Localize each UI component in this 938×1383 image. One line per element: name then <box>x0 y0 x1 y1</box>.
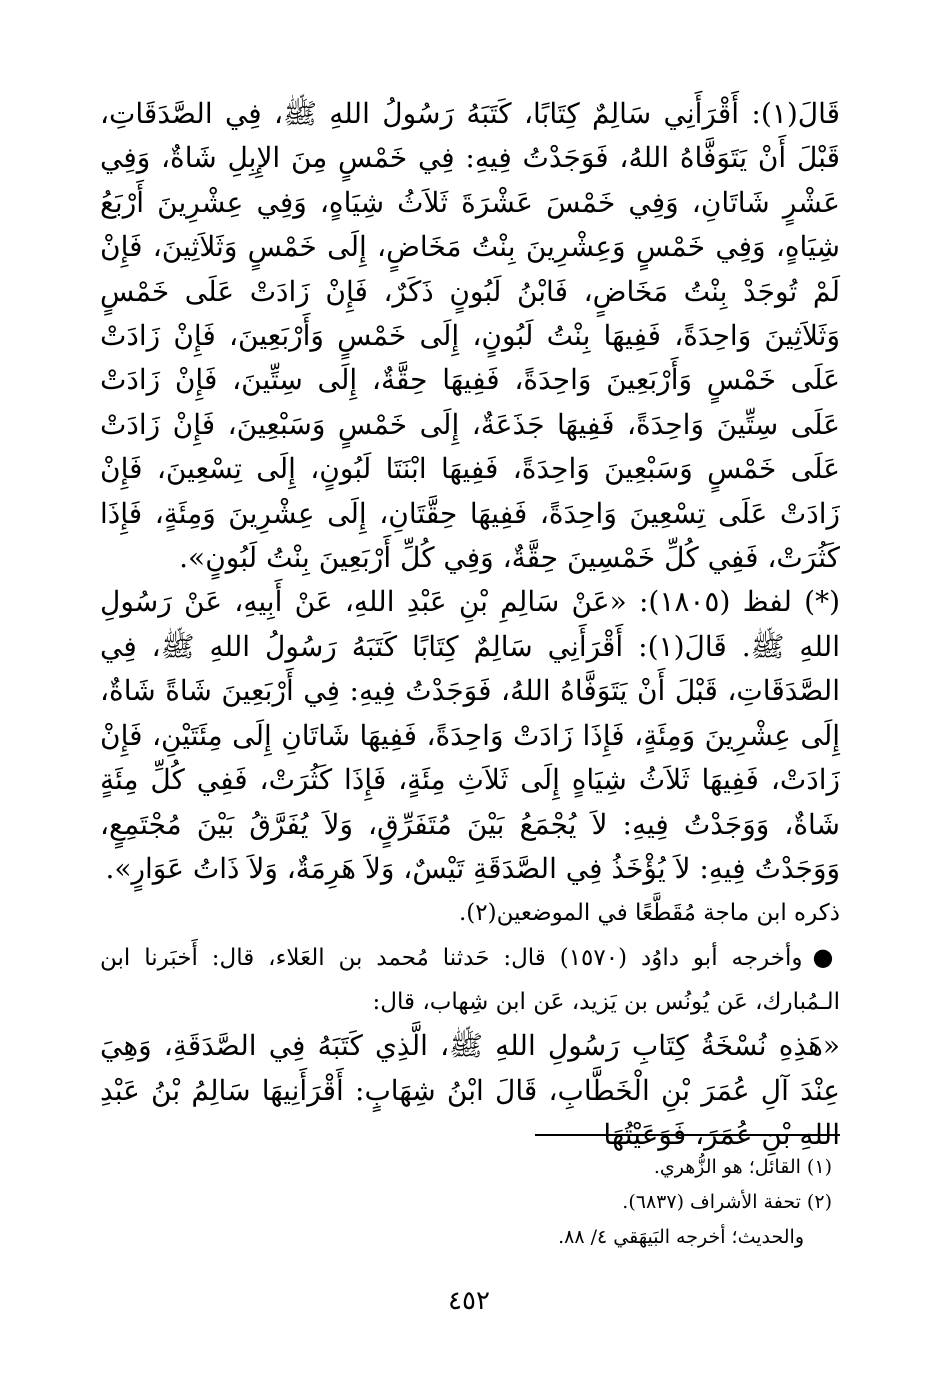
paragraph-book-copy: «هَذِهِ نُسْخَةُ كِتَابِ رَسُولِ اللهِ ﷺ، الَّذِي كَتَبَهُ فِي الصَّدَقَةِ، وَهِيَ عِنْدَ آلِ عُمَرَ بْنِ الْخَطَّابِ، قَالَ ابْنُ شِهَابٍ: أَقْرَأَنِيهَا سَالِمُ بْنُ عَبْدِ اللهِ بْنِ عُمَرَ، فَوَعَيْتُهَا <box>100 1029 840 1152</box>
chain-text: وأخرجه أبو داوُد (١٥٧٠) قال: حَدثنا مُحمد بن العَلاء، قال: أَخبَرنا ابن الـمُبارك، عَن يُونُس بن يَزيد، عَن ابن شِهاب، قال: <box>100 945 840 1016</box>
paragraph-variant-wording: (*) لفظ (١٨٠٥): «عَنْ سَالِمِ بْنِ عَبْدِ اللهِ، عَنْ أَبِيهِ، عَنْ رَسُولِ اللهِ ﷺ. قَالَ(١): أَقْرَأَنِي سَالِمٌ كِتَابًا كَتَبَهُ رَسُولُ اللهِ ﷺ، فِي الصَّدَقَاتِ، قَبْلَ أَنْ يَتَوَفَّاهُ اللهُ، فَوَجَدْتُ فِيهِ: فِي أَرْبَعِينَ شَاةً شَاةٌ، إِلَى عِشْرِينَ وَمِئَةٍ، فَإِذَا زَادَتْ وَاحِدَةً، فَفِيهَا شَاتَانِ إِلَى مِئَتَيْنِ، فَإِنْ زَادَتْ، فَفِيهَا ثَلاَثُ شِيَاهٍ إِلَى ثَلاَثِ مِئَةٍ، فَإِذَا كَثُرَتْ، فَفِي كُلِّ مِئَةٍ شَاةٌ، وَوَجَدْتُ فِيهِ: لاَ يُجْمَعُ بَيْنَ مُتَفَرِّقٍ، وَلاَ يُفَرَّقُ بَيْنَ مُجْتَمِعٍ، وَوَجَدْتُ فِيهِ: لاَ يُؤْخَذُ فِي الصَّدَقَةِ تَيْسٌ، وَلاَ هَرِمَةٌ، وَلاَ ذَاتُ عَوَارٍ». <box>100 585 840 885</box>
bullet-icon: ● <box>812 943 840 972</box>
footnote-1: (١) القائل؛ هو الزُّهري. <box>653 1156 832 1178</box>
paragraph-ibn-majah-note: ذكره ابن ماجة مُقَطَّعًا في الموضعين(٢). <box>458 900 840 927</box>
footnote-3: والحديث؛ أخرجه البَيهَقي ٤/ ٨٨. <box>558 1226 804 1248</box>
paragraph-abu-dawud-chain <box>100 935 840 1024</box>
main-text <box>100 92 840 1158</box>
footnotes <box>100 1150 840 1255</box>
footnote-2: (٢) تحفة الأشراف (٦٨٣٧). <box>622 1191 832 1213</box>
footnote-divider <box>535 1134 840 1136</box>
paragraph-hadith-camels: قَالَ(١): أَقْرَأَنِي سَالِمٌ كِتَابًا، كَتَبَهُ رَسُولُ اللهِ ﷺ، فِي الصَّدَقَاتِ، قَبْلَ أَنْ يَتَوَفَّاهُ اللهُ، فَوَجَدْتُ فِيهِ: فِي خَمْسٍ مِنَ الإِبِلِ شَاةٌ، وَفِي عَشْرٍ شَاتَانِ، وَفِي خَمْسَ عَشْرَةَ ثَلاَثُ شِيَاهٍ، وَفِي عِشْرِينَ أَرْبَعُ شِيَاهٍ، وَفِي خَمْسٍ وَعِشْرِينَ بِنْتُ مَخَاضٍ، إِلَى خَمْسٍ وَثَلاَثِينَ، فَإِنْ لَمْ تُوجَدْ بِنْتُ مَخَاضٍ، فَابْنُ لَبُونٍ ذَكَرٌ، فَإِنْ زَادَتْ عَلَى خَمْسٍ وَثَلاَثِينَ وَاحِدَةً، فَفِيهَا بِنْتُ لَبُونٍ، إِلَى خَمْسٍ وَأَرْبَعِينَ، فَإِنْ زَادَتْ عَلَى خَمْسٍ وَأَرْبَعِينَ وَاحِدَةً، فَفِيهَا حِقَّةٌ، إِلَى سِتِّينَ، فَإِنْ زَادَتْ عَلَى سِتِّينَ وَاحِدَةً، فَفِيهَا جَذَعَةٌ، إِلَى خَمْسٍ وَسَبْعِينَ، فَإِنْ زَادَتْ عَلَى خَمْسٍ وَسَبْعِينَ وَاحِدَةً، فَفِيهَا ابْنَتَا لَبُونٍ، إِلَى تِسْعِينَ، فَإِنْ زَادَتْ عَلَى تِسْعِينَ وَاحِدَةً، فَفِيهَا حِقَّتَانِ، إِلَى عِشْرِينَ وَمِئَةٍ، فَإِذَا كَثُرَتْ، فَفِي كُلِّ خَمْسِينَ حِقَّةٌ، وَفِي كُلِّ أَرْبَعِينَ بِنْتُ لَبُونٍ». <box>100 97 840 575</box>
page-number: ٤٥٢ <box>448 1286 490 1316</box>
